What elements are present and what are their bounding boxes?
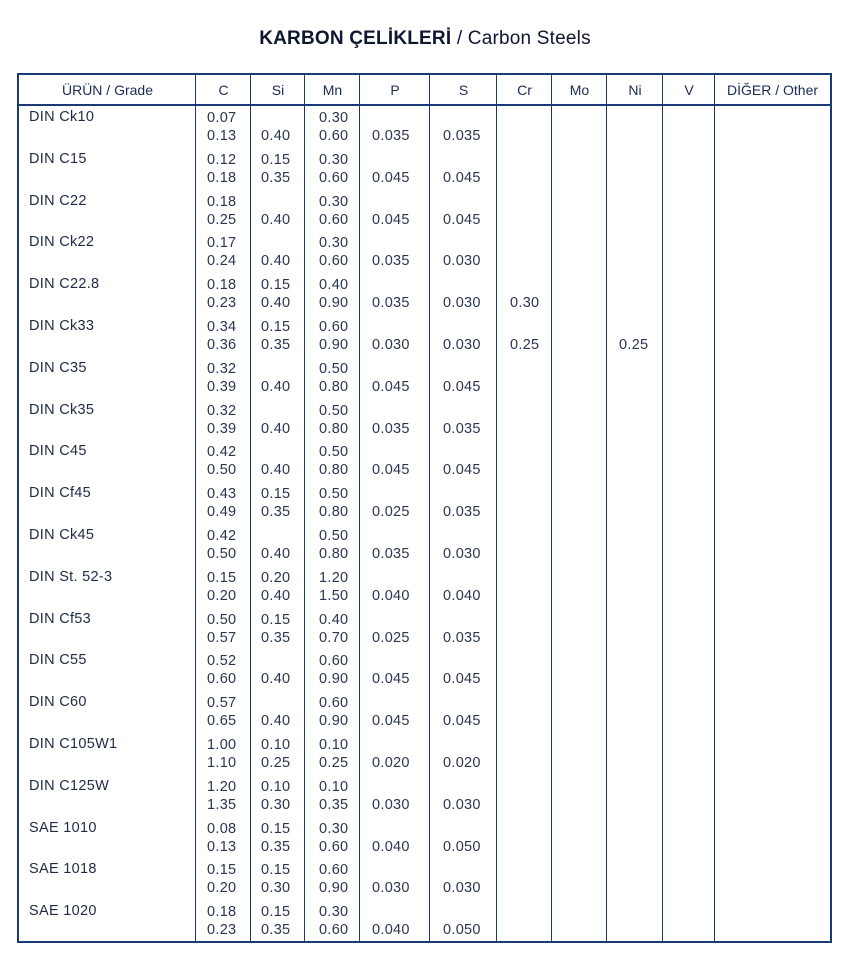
- value-c-max: 0.23: [207, 295, 237, 312]
- header-mn-main: Mn: [322, 82, 343, 98]
- value-p-max: 0.035: [372, 128, 410, 144]
- value-mn-min: 0.10: [319, 778, 349, 795]
- value-mn-max: 0.60: [319, 211, 349, 228]
- value-mn-min: 0.50: [319, 444, 349, 461]
- value-c-max: 1.10: [207, 755, 237, 771]
- value-mn-min: 0.60: [319, 319, 349, 335]
- value-s-max: 0.035: [443, 420, 481, 437]
- column-divider: [662, 75, 663, 941]
- value-si-max: 0.35: [261, 337, 291, 353]
- grade-name: DIN C22: [29, 192, 87, 209]
- value-mn-max: 0.60: [319, 922, 349, 939]
- value-si-min: 0.15: [261, 862, 291, 879]
- value-c-min: 0.17: [207, 235, 237, 252]
- value-c-max: 0.20: [207, 880, 237, 897]
- value-si-max: 0.40: [261, 378, 291, 395]
- value-si-min: 0.15: [261, 151, 291, 168]
- header-ni: [607, 75, 663, 104]
- table-row: [19, 693, 830, 735]
- value-p-max: 0.045: [372, 462, 410, 479]
- table-row: [19, 150, 830, 192]
- value-p-max: 0.045: [372, 671, 410, 688]
- value-mn-min: 0.30: [319, 110, 349, 126]
- value-c-min: 0.57: [207, 695, 237, 712]
- value-mn-min: 0.60: [319, 862, 349, 879]
- value-mn-max: 0.60: [319, 838, 349, 855]
- value-mn-max: 0.70: [319, 629, 349, 646]
- grade-name: SAE 1020: [29, 903, 97, 920]
- header-mn: [305, 75, 360, 104]
- value-p-max: 0.040: [372, 922, 410, 939]
- value-s-max: 0.045: [443, 378, 481, 395]
- grade-name: DIN Ck33: [29, 318, 95, 334]
- value-p-max: 0.020: [372, 755, 410, 771]
- column-divider: [429, 75, 430, 941]
- value-mn-min: 0.50: [319, 486, 349, 503]
- value-c-max: 0.65: [207, 713, 237, 730]
- header-ni-main: Ni: [628, 82, 642, 98]
- table-row: [19, 401, 830, 443]
- header-v: [663, 75, 715, 104]
- grade-name: DIN St. 52-3: [29, 568, 113, 585]
- value-mn-min: 0.40: [319, 611, 349, 628]
- grade-name: DIN C55: [29, 652, 87, 669]
- value-p-max: 0.030: [372, 337, 410, 353]
- value-mn-min: 0.30: [319, 151, 349, 168]
- value-s-max: 0.045: [443, 462, 481, 479]
- value-p-max: 0.045: [372, 169, 410, 186]
- header-p: [360, 75, 430, 104]
- value-c-max: 0.50: [207, 462, 237, 479]
- grade-name: DIN Cf45: [29, 485, 92, 502]
- column-divider: [714, 75, 715, 941]
- value-si-min: 0.15: [261, 904, 291, 921]
- value-si-max: 0.40: [261, 671, 291, 688]
- value-mn-min: 0.30: [319, 193, 349, 210]
- value-s-max: 0.035: [443, 128, 481, 144]
- value-p-max: 0.025: [372, 504, 410, 521]
- value-mn-max: 0.35: [319, 796, 349, 813]
- value-si-min: 0.15: [261, 820, 291, 837]
- header-grade-sub: / Grade: [102, 82, 154, 98]
- title-main: KARBON ÇELİKLERİ: [259, 28, 452, 49]
- composition-table: [17, 73, 832, 943]
- column-divider: [496, 75, 497, 941]
- value-c-min: 0.12: [207, 151, 237, 168]
- value-mn-min: 0.60: [319, 653, 349, 670]
- value-si-max: 0.40: [261, 587, 291, 604]
- value-si-max: 0.35: [261, 922, 291, 939]
- value-mn-min: 1.20: [319, 569, 349, 586]
- value-c-min: 0.08: [207, 820, 237, 837]
- value-c-min: 0.15: [207, 862, 237, 879]
- table-row: [19, 317, 830, 359]
- value-c-max: 0.20: [207, 587, 237, 604]
- value-p-max: 0.040: [372, 838, 410, 855]
- value-c-min: 0.18: [207, 277, 237, 294]
- column-divider: [359, 75, 360, 941]
- table-row: [19, 233, 830, 275]
- value-c-max: 0.57: [207, 629, 237, 646]
- table-row: [19, 819, 830, 861]
- value-si-max: 0.35: [261, 629, 291, 646]
- value-mn-max: 0.80: [319, 462, 349, 479]
- value-c-min: 0.18: [207, 193, 237, 210]
- value-c-min: 1.00: [207, 737, 237, 753]
- value-cr-max: 0.30: [510, 295, 540, 312]
- value-c-max: 0.23: [207, 922, 237, 939]
- header-p-main: P: [390, 82, 400, 98]
- value-c-max: 0.13: [207, 838, 237, 855]
- value-c-max: 0.60: [207, 671, 237, 688]
- value-s-max: 0.030: [443, 546, 481, 562]
- value-si-min: 0.10: [261, 737, 291, 753]
- table-row: [19, 108, 830, 150]
- value-c-min: 0.52: [207, 653, 237, 670]
- header-s: [430, 75, 497, 104]
- value-mn-min: 0.60: [319, 695, 349, 712]
- grade-name: DIN C45: [29, 443, 87, 460]
- value-mn-max: 0.80: [319, 378, 349, 395]
- value-c-min: 0.32: [207, 360, 237, 377]
- value-p-max: 0.035: [372, 420, 410, 437]
- value-si-max: 0.25: [261, 755, 291, 771]
- value-s-max: 0.035: [443, 504, 481, 521]
- value-si-max: 0.35: [261, 838, 291, 855]
- value-si-max: 0.30: [261, 796, 291, 813]
- grade-name: SAE 1010: [29, 819, 97, 836]
- value-mn-max: 0.25: [319, 755, 349, 771]
- header-si: [251, 75, 305, 104]
- grade-name: DIN C60: [29, 694, 87, 711]
- value-si-min: 0.15: [261, 611, 291, 628]
- value-p-max: 0.045: [372, 211, 410, 228]
- value-mn-min: 0.30: [319, 820, 349, 837]
- value-c-max: 0.18: [207, 169, 237, 186]
- value-c-max: 1.35: [207, 796, 237, 813]
- value-si-max: 0.40: [261, 295, 291, 312]
- value-mn-min: 0.10: [319, 737, 349, 753]
- header-c-main: C: [218, 82, 229, 98]
- table-row: [19, 192, 830, 234]
- value-si-min: 0.15: [261, 277, 291, 294]
- value-p-max: 0.025: [372, 629, 410, 646]
- value-p-max: 0.045: [372, 378, 410, 395]
- grade-name: DIN Ck10: [29, 109, 95, 125]
- value-si-max: 0.30: [261, 880, 291, 897]
- value-c-max: 0.49: [207, 504, 237, 521]
- value-s-max: 0.030: [443, 253, 481, 270]
- value-mn-max: 0.90: [319, 337, 349, 353]
- header-si-main: Si: [271, 82, 285, 98]
- value-si-min: 0.15: [261, 486, 291, 503]
- value-c-max: 0.39: [207, 420, 237, 437]
- value-mn-max: 0.90: [319, 671, 349, 688]
- table-row: [19, 275, 830, 317]
- value-si-min: 0.20: [261, 569, 291, 586]
- value-c-min: 0.34: [207, 319, 237, 335]
- header-c: [196, 75, 251, 104]
- value-mn-max: 0.80: [319, 420, 349, 437]
- value-c-min: 0.43: [207, 486, 237, 503]
- value-si-max: 0.40: [261, 211, 291, 228]
- value-p-max: 0.035: [372, 546, 410, 562]
- table-row: [19, 735, 830, 777]
- value-si-max: 0.40: [261, 462, 291, 479]
- table-row: [19, 610, 830, 652]
- grade-name: SAE 1018: [29, 861, 97, 878]
- value-c-max: 0.50: [207, 546, 237, 562]
- header-cr-main: Cr: [517, 82, 532, 98]
- grade-name: DIN Ck35: [29, 401, 95, 418]
- value-p-max: 0.035: [372, 295, 410, 312]
- header-other-sub: / Other: [771, 82, 819, 98]
- value-s-max: 0.045: [443, 169, 481, 186]
- page-title: [0, 28, 850, 50]
- value-c-max: 0.25: [207, 211, 237, 228]
- table-row: [19, 359, 830, 401]
- value-mn-min: 0.50: [319, 360, 349, 377]
- value-s-max: 0.030: [443, 796, 481, 813]
- value-si-max: 0.40: [261, 713, 291, 730]
- value-mn-min: 0.40: [319, 277, 349, 294]
- value-p-max: 0.045: [372, 713, 410, 730]
- value-mn-min: 0.50: [319, 402, 349, 419]
- value-si-min: 0.10: [261, 778, 291, 795]
- value-c-min: 0.32: [207, 402, 237, 419]
- value-mn-max: 0.90: [319, 713, 349, 730]
- grade-name: DIN Ck22: [29, 234, 95, 251]
- value-s-max: 0.045: [443, 671, 481, 688]
- table-row: [19, 651, 830, 693]
- table-row: [19, 777, 830, 819]
- column-divider: [250, 75, 251, 941]
- grade-name: DIN C22.8: [29, 276, 100, 293]
- value-s-max: 0.020: [443, 755, 481, 771]
- header-grade: [19, 75, 196, 104]
- value-si-max: 0.40: [261, 128, 291, 144]
- column-divider: [304, 75, 305, 941]
- value-s-max: 0.030: [443, 337, 481, 353]
- table-row: [19, 568, 830, 610]
- value-mn-max: 0.60: [319, 253, 349, 270]
- value-p-max: 0.040: [372, 587, 410, 604]
- header-v-main: V: [684, 82, 694, 98]
- value-s-max: 0.030: [443, 880, 481, 897]
- table-row: [19, 860, 830, 902]
- value-mn-max: 0.60: [319, 169, 349, 186]
- value-p-max: 0.035: [372, 253, 410, 270]
- value-s-max: 0.030: [443, 295, 481, 312]
- value-c-min: 0.42: [207, 444, 237, 461]
- table-row: [19, 902, 830, 944]
- value-si-min: 0.15: [261, 319, 291, 335]
- value-mn-max: 0.90: [319, 295, 349, 312]
- value-si-max: 0.35: [261, 504, 291, 521]
- header-other-main: DİĞER: [726, 82, 772, 98]
- grade-name: DIN C15: [29, 150, 87, 167]
- value-cr-max: 0.25: [510, 337, 540, 353]
- header-mo: [552, 75, 607, 104]
- value-mn-max: 1.50: [319, 587, 349, 604]
- value-s-max: 0.050: [443, 838, 481, 855]
- value-ni-max: 0.25: [619, 337, 649, 353]
- value-p-max: 0.030: [372, 796, 410, 813]
- value-c-max: 0.36: [207, 337, 237, 353]
- value-mn-max: 0.60: [319, 128, 349, 144]
- value-s-max: 0.045: [443, 211, 481, 228]
- grade-name: DIN Ck45: [29, 527, 95, 543]
- header-s-main: S: [458, 82, 469, 98]
- value-si-max: 0.40: [261, 253, 291, 270]
- value-c-max: 0.24: [207, 253, 237, 270]
- header-cr: [497, 75, 552, 104]
- value-s-max: 0.050: [443, 922, 481, 939]
- value-c-min: 0.42: [207, 528, 237, 544]
- value-s-max: 0.045: [443, 713, 481, 730]
- value-si-max: 0.35: [261, 169, 291, 186]
- value-mn-max: 0.80: [319, 504, 349, 521]
- value-mn-max: 0.80: [319, 546, 349, 562]
- value-c-min: 0.18: [207, 904, 237, 921]
- header-grade-main: ÜRÜN: [61, 82, 103, 98]
- value-p-max: 0.030: [372, 880, 410, 897]
- grade-name: DIN C105W1: [29, 736, 118, 752]
- table-row: [19, 526, 830, 568]
- table-header: [19, 75, 830, 106]
- value-c-max: 0.39: [207, 378, 237, 395]
- column-divider: [606, 75, 607, 941]
- header-mo-main: Mo: [569, 82, 590, 98]
- value-mn-min: 0.30: [319, 235, 349, 252]
- table-row: [19, 484, 830, 526]
- table-row: [19, 442, 830, 484]
- column-divider: [551, 75, 552, 941]
- value-c-max: 0.13: [207, 128, 237, 144]
- grade-name: DIN C35: [29, 359, 87, 376]
- value-c-min: 0.50: [207, 611, 237, 628]
- title-sub: / Carbon Steels: [451, 28, 591, 49]
- value-c-min: 1.20: [207, 778, 237, 795]
- value-s-max: 0.040: [443, 587, 481, 604]
- column-divider: [195, 75, 196, 941]
- value-c-min: 0.15: [207, 569, 237, 586]
- value-si-max: 0.40: [261, 546, 291, 562]
- value-c-min: 0.07: [207, 110, 237, 126]
- header-other: [715, 75, 830, 104]
- value-mn-min: 0.30: [319, 904, 349, 921]
- value-si-max: 0.40: [261, 420, 291, 437]
- value-mn-min: 0.50: [319, 528, 349, 544]
- value-s-max: 0.035: [443, 629, 481, 646]
- value-mn-max: 0.90: [319, 880, 349, 897]
- grade-name: DIN C125W: [29, 777, 110, 794]
- grade-name: DIN Cf53: [29, 610, 92, 627]
